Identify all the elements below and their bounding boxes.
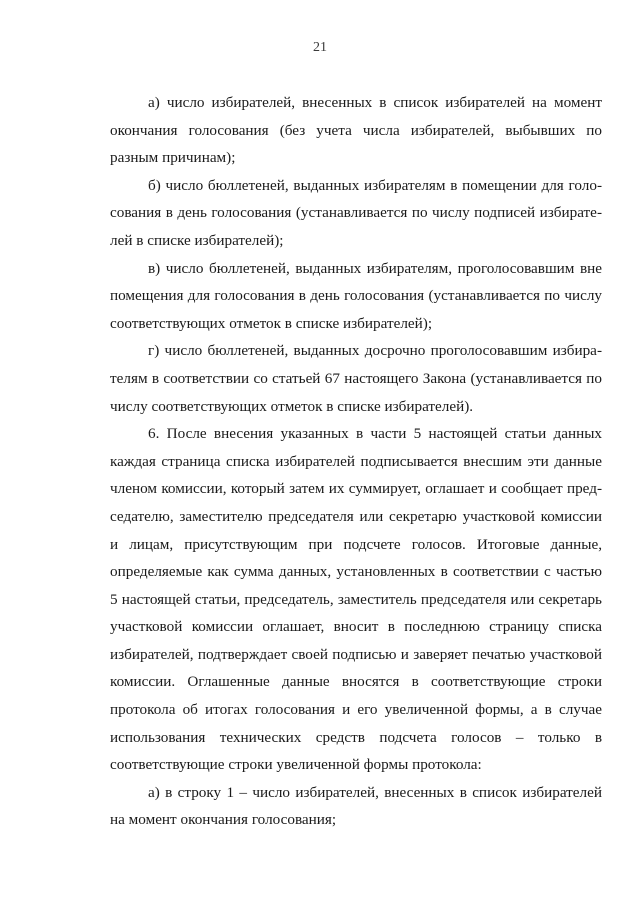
- paragraph-6-voter-list-signing: 6. После внесения указанных в части 5 настоящей статьи данных каждая страница списка избирателей подписывается внесшим эти данные членом комиссии, который затем их суммирует, оглашает и сообщает председателю, заместителю председателя или секретарю участковой комиссии и лицам, присутствующим при подсчете голосов. Итоговые данные, определяемые как сумма данных, установленных в соответствии с частью 5 настоящей статьи, председатель, заместитель председателя или секретарь участковой комиссии оглашает, вносит в последнюю страницу списка избирателей, подтверждает своей подписью и заверяет печатью участковой комиссии. Оглашенные данные вносятся в соответствующие строки протокола об итогах голосования и его увеличенной формы, а в случае использования технических средств подсчета голосов – только в соответствующие строки увеличенной формы протокола:: [110, 425, 602, 774]
- paragraph-a-voters-count: а) число избирателей, внесенных в список избирателей на момент окончания голосования (без учета числа избирателей, выбывших по разным причинам);: [110, 94, 602, 167]
- document-body: [110, 89, 602, 834]
- page-number: 21: [313, 40, 327, 55]
- paragraph-g-early-ballots: г) число бюллетеней, выданных досрочно проголосовавшим избирателям в соответствии со статьей 67 настоящего Закона (устанавливается по числу соответствующих отметок в списке избирателей).: [110, 342, 602, 415]
- paragraph-v-ballots-outside-premises: в) число бюллетеней, выданных избирателям, проголосовавшим вне помещения для голосования в день голосования (устанавливается по числу соответствующих отметок в списке избирателей);: [110, 259, 602, 332]
- paragraph-a-line-1: а) в строку 1 – число избирателей, внесенных в список избирателей на момент окончания голосования;: [110, 783, 602, 829]
- paragraph-b-ballots-in-premises: б) число бюллетеней, выданных избирателям в помещении для голосования в день голосования (устанавливается по числу подписей избирателей в списке избирателей);: [110, 176, 602, 249]
